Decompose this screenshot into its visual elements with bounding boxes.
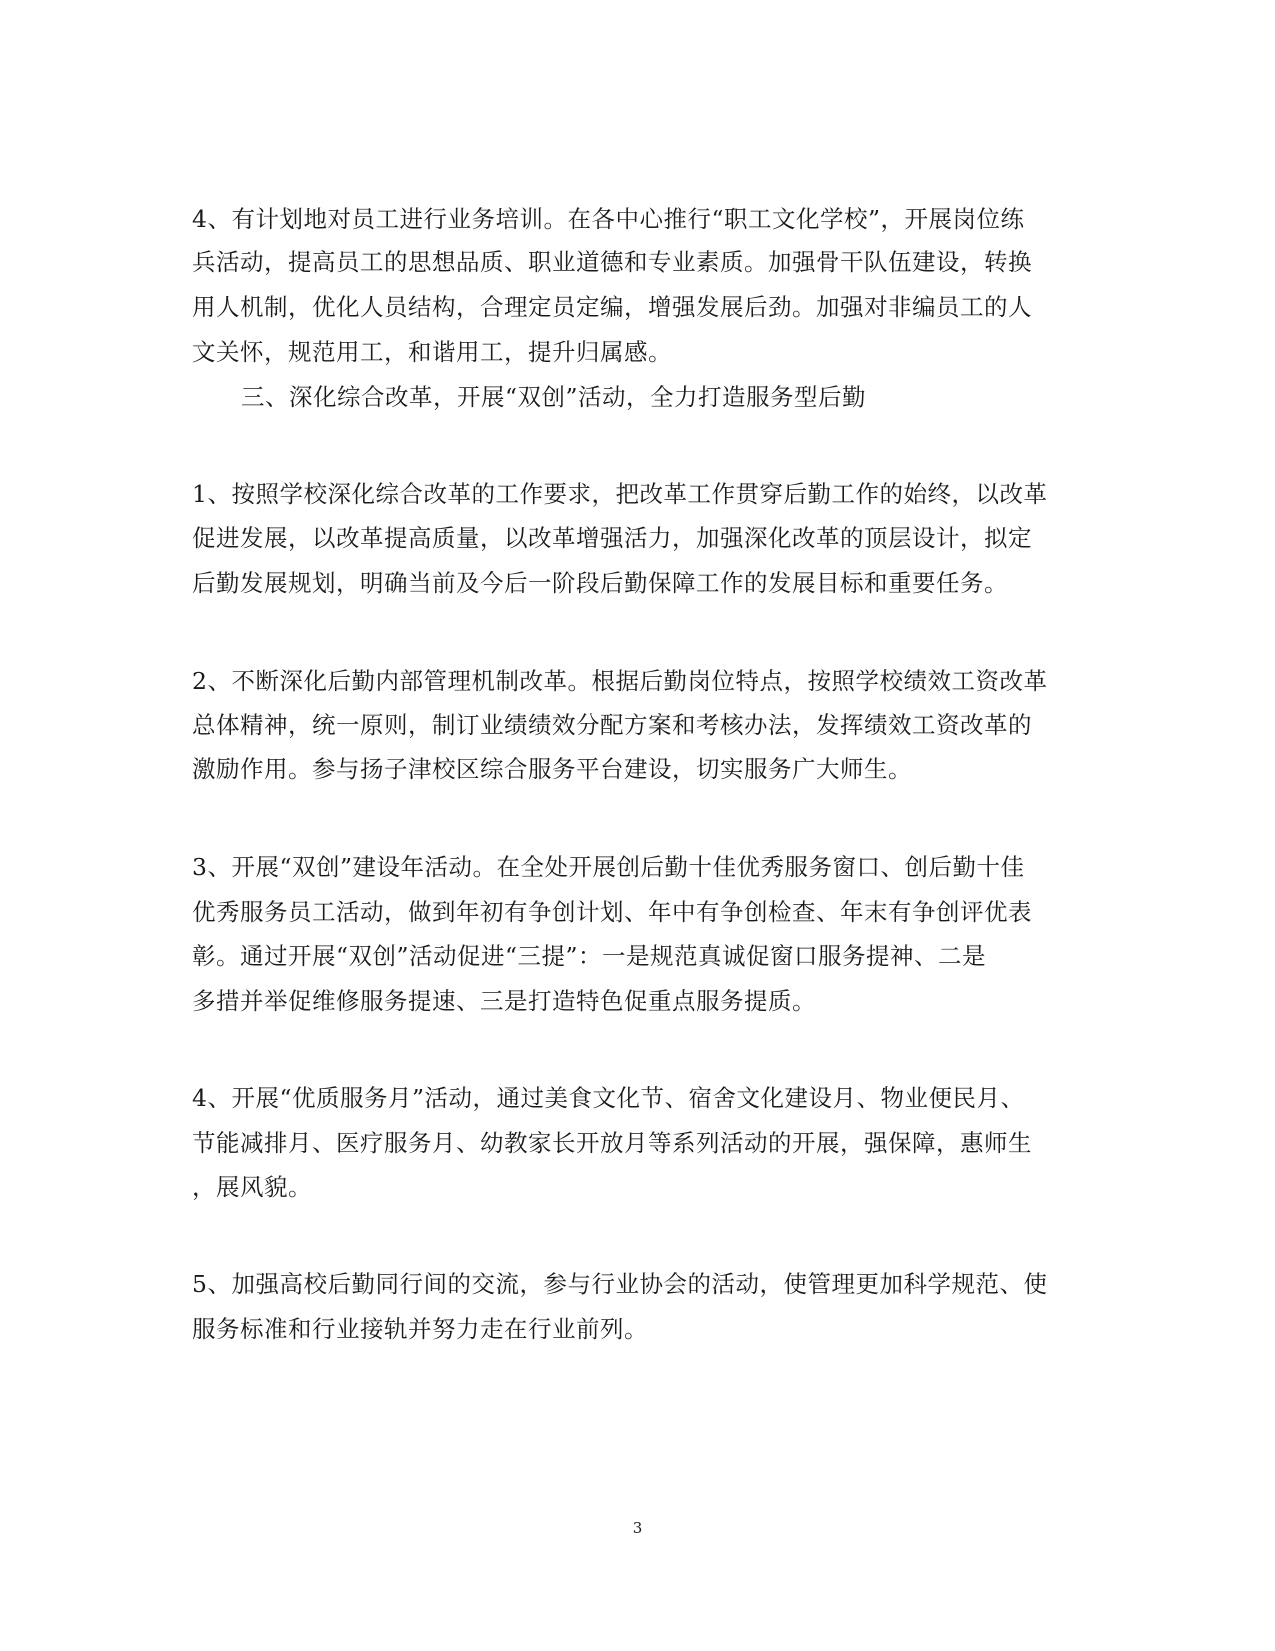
text-line: 多措并举促维修服务提速、三是打造特色促重点服务提质。: [192, 987, 816, 1015]
text-line: 后勤发展规划，明确当前及今后一阶段后勤保障工作的发展目标和重要任务。: [192, 569, 1008, 597]
text-line: 文关怀，规范用工，和谐用工，提升归属感。: [192, 338, 672, 366]
text-line: 激励作用。参与扬子津校区综合服务平台建设，切实服务广大师生。: [192, 755, 912, 783]
text-line: 服务标准和行业接轨并努力走在行业前列。: [192, 1315, 648, 1343]
text-line: 促进发展，以改革提高质量，以改革增强活力，加强深化改革的顶层设计，拟定: [192, 524, 1032, 552]
text-line: 彰。通过开展“双创”活动促进“三提”：一是规范真诚促窗口服务提神、二是: [192, 942, 987, 970]
text-line: 总体精神，统一原则，制订业绩绩效分配方案和考核办法，发挥绩效工资改革的: [192, 711, 1032, 739]
page-number: 3: [632, 1519, 643, 1537]
text-line: 优秀服务员工活动，做到年初有争创计划、年中有争创检查、年末有争创评优表: [192, 898, 1032, 926]
text-line: 用人机制，优化人员结构，合理定员定编，增强发展后劲。加强对非编员工的人: [192, 293, 1032, 321]
text-line: 5、加强高校后勤同行间的交流，参与行业协会的活动，使管理更加科学规范、使: [192, 1270, 1048, 1298]
text-line: 节能减排月、医疗服务月、幼教家长开放月等系列活动的开展，强保障，惠师生: [192, 1129, 1032, 1157]
text-line: 4、开展“优质服务月”活动，通过美食文化节、宿舍文化建设月、物业便民月、: [192, 1084, 1025, 1112]
text-line: ，展风貌。: [192, 1173, 312, 1201]
text-line: 1、按照学校深化综合改革的工作要求，把改革工作贯穿后勤工作的始终，以改革: [192, 480, 1048, 508]
text-line: 4、有计划地对员工进行业务培训。在各中心推行“职工文化学校”，开展岗位练: [192, 205, 1025, 233]
section-heading: 三、深化综合改革，开展“双创”活动，全力打造服务型后勤: [241, 383, 867, 411]
text-line: 2、不断深化后勤内部管理机制改革。根据后勤岗位特点，按照学校绩效工资改革: [192, 667, 1048, 695]
text-line: 兵活动，提高员工的思想品质、职业道德和专业素质。加强骨干队伍建设，转换: [192, 248, 1032, 276]
text-line: 3、开展“双创”建设年活动。在全处开展创后勤十佳优秀服务窗口、创后勤十佳: [192, 853, 1025, 881]
